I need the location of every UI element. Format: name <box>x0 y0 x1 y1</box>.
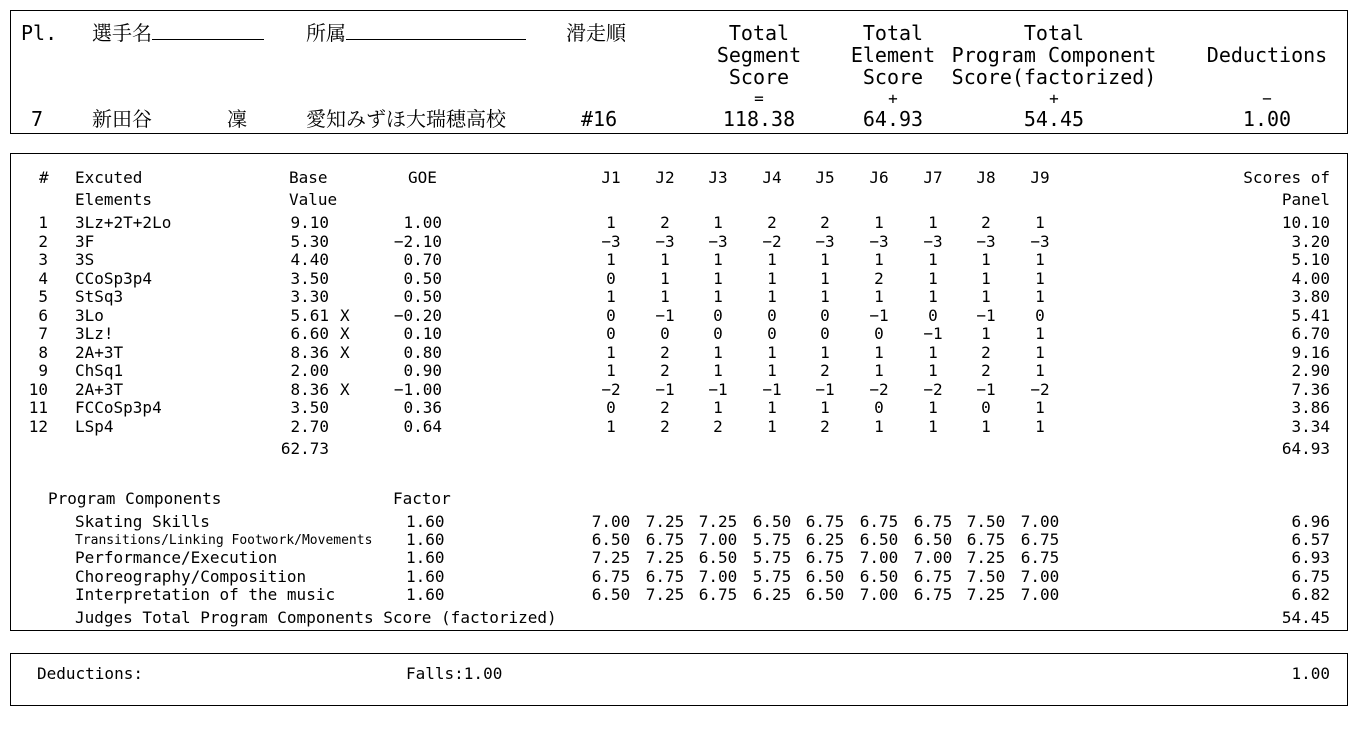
pcs-total-value: 54.45 <box>1281 608 1330 627</box>
component-judge-score: 7.25 <box>645 548 685 568</box>
element-base-value: 3.50 <box>290 268 329 288</box>
element-panel-score: 3.86 <box>1291 398 1330 417</box>
component-judge-score: 6.75 <box>645 530 685 550</box>
element-goe: 1.00 <box>403 213 442 232</box>
col-goe-header: GOE <box>408 168 437 187</box>
component-factor: 1.60 <box>406 530 445 550</box>
component-judge-score: 6.50 <box>805 584 845 604</box>
element-judge-score: 0 <box>820 324 830 343</box>
skater-family-name: 新田谷 <box>92 107 152 131</box>
element-judge-score: 1 <box>928 287 938 306</box>
component-judge-score: 6.75 <box>859 512 899 531</box>
component-judge-score: 7.25 <box>698 512 738 531</box>
element-number: 7 <box>38 324 48 343</box>
header-box <box>10 10 1348 134</box>
pcs-label-3: Score(factorized) <box>951 65 1157 89</box>
component-judge-score: 6.75 <box>805 548 845 568</box>
element-number: 9 <box>38 361 48 380</box>
judge-header: J9 <box>1030 168 1050 187</box>
element-judge-score: −3 <box>655 231 675 251</box>
element-judge-score: 1 <box>928 268 938 288</box>
element-judge-score: −3 <box>869 231 889 251</box>
element-judge-score: −3 <box>1030 231 1050 251</box>
component-judge-score: 7.25 <box>591 548 631 568</box>
component-judge-score: 5.75 <box>752 530 792 550</box>
element-judge-score: 1 <box>928 361 938 380</box>
element-number: 10 <box>28 379 48 399</box>
element-judge-score: 0 <box>767 324 777 343</box>
element-judge-score: −2 <box>869 379 889 399</box>
element-judge-score: 2 <box>874 268 884 288</box>
element-judge-score: 1 <box>928 250 938 269</box>
component-judge-score: 6.75 <box>805 512 845 531</box>
element-judge-score: 1 <box>874 361 884 380</box>
base-value-total: 62.73 <box>280 439 329 458</box>
element-judge-score: 2 <box>660 342 670 362</box>
element-judge-score: 1 <box>1035 416 1045 436</box>
component-judge-score: 7.25 <box>966 584 1006 604</box>
component-name: Skating Skills <box>75 512 210 531</box>
element-judge-score: 1 <box>1035 268 1045 288</box>
element-judge-score: 2 <box>981 213 991 232</box>
component-judge-score: 6.50 <box>859 530 899 550</box>
component-judge-score: 7.00 <box>698 566 738 586</box>
element-judge-score: −3 <box>815 231 835 251</box>
component-panel-score: 6.93 <box>1291 548 1330 568</box>
element-judge-score: 1 <box>713 213 723 232</box>
element-number: 2 <box>38 231 48 251</box>
element-judge-score: −1 <box>923 324 943 343</box>
judge-header: J1 <box>601 168 621 187</box>
deductions-box <box>10 653 1348 706</box>
component-judge-score: 6.25 <box>752 584 792 604</box>
element-judge-score: 1 <box>928 342 938 362</box>
element-panel-score: 9.16 <box>1291 342 1330 362</box>
component-judge-score: 6.75 <box>966 530 1006 550</box>
element-base-value: 8.36 <box>290 379 329 399</box>
element-judge-score: 2 <box>767 213 777 232</box>
judge-header: J2 <box>655 168 675 187</box>
element-bonus-mark: X <box>340 342 350 362</box>
element-goe: −0.20 <box>393 305 442 325</box>
element-judge-score: −2 <box>762 231 782 251</box>
element-goe: −2.10 <box>393 231 442 251</box>
element-base-value: 5.61 <box>290 305 329 325</box>
element-base-value: 3.50 <box>290 398 329 417</box>
element-judge-score: −1 <box>976 379 996 399</box>
element-judge-score: 1 <box>713 250 723 269</box>
element-judge-score: 1 <box>928 213 938 232</box>
club-label-text: 所属 <box>306 21 346 45</box>
element-judge-score: 2 <box>820 213 830 232</box>
col-executed-header: Excuted <box>75 168 143 187</box>
element-judge-score: 1 <box>767 342 777 362</box>
deductions-box-value: 1.00 <box>1291 664 1330 683</box>
judge-header: J8 <box>976 168 996 187</box>
order-label: 滑走順 <box>566 21 626 45</box>
element-goe: 0.70 <box>403 250 442 269</box>
component-judge-score: 6.75 <box>1020 548 1060 568</box>
component-judge-score: 6.50 <box>805 566 845 586</box>
element-judge-score: 0 <box>606 324 616 343</box>
component-judge-score: 7.50 <box>966 512 1006 531</box>
element-judge-score: 1 <box>606 250 616 269</box>
component-judge-score: 6.75 <box>1020 530 1060 550</box>
element-goe: 0.36 <box>403 398 442 417</box>
element-panel-score: 2.90 <box>1291 361 1330 380</box>
element-judge-score: 2 <box>660 398 670 417</box>
element-base-value: 8.36 <box>290 342 329 362</box>
program-components-heading: Program Components <box>48 489 222 508</box>
element-judge-score: 0 <box>981 398 991 417</box>
element-judge-score: 0 <box>874 324 884 343</box>
component-name: Interpretation of the music <box>75 584 336 604</box>
element-number: 12 <box>28 416 48 436</box>
element-judge-score: −1 <box>762 379 782 399</box>
element-judge-score: −1 <box>976 305 996 325</box>
element-judge-score: 1 <box>767 268 777 288</box>
component-factor: 1.60 <box>406 512 445 531</box>
element-number: 1 <box>38 213 48 232</box>
element-judge-score: 1 <box>660 287 670 306</box>
element-goe: 0.50 <box>403 287 442 306</box>
operator-equals: = <box>754 89 764 108</box>
element-judge-score: −1 <box>708 379 728 399</box>
component-judge-score: 7.00 <box>591 512 631 531</box>
element-panel-score: 3.34 <box>1291 416 1330 436</box>
element-judge-score: 1 <box>874 342 884 362</box>
judge-header: J6 <box>869 168 889 187</box>
element-judge-score: 1 <box>981 287 991 306</box>
component-judge-score: 6.50 <box>591 584 631 604</box>
element-name: StSq3 <box>75 287 124 306</box>
element-panel-score: 3.80 <box>1291 287 1330 306</box>
component-judge-score: 6.50 <box>591 530 631 550</box>
element-name: 3S <box>75 250 95 269</box>
element-judge-score: 1 <box>981 250 991 269</box>
element-bonus-mark: X <box>340 324 350 343</box>
element-goe: 0.10 <box>403 324 442 343</box>
component-judge-score: 7.25 <box>966 548 1006 568</box>
pcs-label-2: Program Component <box>951 43 1157 67</box>
component-name: Performance/Execution <box>75 548 278 568</box>
element-number: 3 <box>38 250 48 269</box>
element-name: 3Lz+2T+2Lo <box>75 213 172 232</box>
component-judge-score: 6.50 <box>698 548 738 568</box>
element-name: 2A+3T <box>75 342 124 362</box>
element-judge-score: 1 <box>606 287 616 306</box>
element-number: 4 <box>38 268 48 288</box>
element-judge-score: 1 <box>1035 250 1045 269</box>
scores-box <box>10 153 1348 631</box>
element-bonus-mark: X <box>340 305 350 325</box>
element-judge-score: −1 <box>655 379 675 399</box>
deductions-box-label: Deductions: <box>37 664 143 683</box>
element-judge-score: 1 <box>981 324 991 343</box>
elements-panel-total: 64.93 <box>1281 439 1330 458</box>
skater-given-name: 凜 <box>227 107 247 131</box>
element-base-value: 9.10 <box>290 213 329 232</box>
element-panel-score: 4.00 <box>1291 268 1330 288</box>
element-judge-score: −1 <box>815 379 835 399</box>
element-name: 3Lo <box>75 305 104 325</box>
component-factor: 1.60 <box>406 548 445 568</box>
club-value: 愛知みずほ大瑞穂高校 <box>306 107 506 131</box>
element-judge-score: 2 <box>660 213 670 232</box>
element-judge-score: 0 <box>874 398 884 417</box>
element-panel-score: 10.10 <box>1281 213 1330 232</box>
element-judge-score: 1 <box>820 342 830 362</box>
component-judge-score: 7.00 <box>913 548 953 568</box>
component-judge-score: 7.00 <box>698 530 738 550</box>
name-label-text: 選手名 <box>92 21 152 45</box>
component-judge-score: 6.75 <box>913 512 953 531</box>
element-goe: 0.80 <box>403 342 442 362</box>
element-judge-score: 1 <box>660 268 670 288</box>
element-base-value: 4.40 <box>290 250 329 269</box>
element-goe: 0.90 <box>403 361 442 380</box>
element-name: 3F <box>75 231 95 251</box>
club-label <box>306 23 526 43</box>
element-judge-score: 1 <box>820 287 830 306</box>
component-judge-score: 5.75 <box>752 548 792 568</box>
pcs-total-label: Judges Total Program Components Score (factorized) <box>75 608 557 627</box>
element-judge-score: 1 <box>606 361 616 380</box>
element-judge-score: 2 <box>660 361 670 380</box>
component-judge-score: 7.00 <box>1020 584 1060 604</box>
element-judge-score: 1 <box>874 416 884 436</box>
component-judge-score: 6.75 <box>591 566 631 586</box>
judge-header: J5 <box>815 168 835 187</box>
element-name: CCoSp3p4 <box>75 268 153 288</box>
element-judge-score: −2 <box>601 379 621 399</box>
element-number: 6 <box>38 305 48 325</box>
element-judge-score: 2 <box>820 416 830 436</box>
judge-header: J3 <box>708 168 728 187</box>
element-judge-score: 1 <box>660 250 670 269</box>
element-judge-score: 1 <box>1035 324 1045 343</box>
element-judge-score: 1 <box>981 416 991 436</box>
element-base-value: 2.70 <box>290 416 329 436</box>
element-judge-score: 1 <box>767 361 777 380</box>
element-judge-score: 1 <box>928 416 938 436</box>
component-judge-score: 7.50 <box>966 566 1006 586</box>
element-bonus-mark: X <box>340 379 350 399</box>
element-judge-score: −1 <box>655 305 675 325</box>
col-elements-header: Elements <box>75 190 153 209</box>
tss-value: 118.38 <box>722 107 796 131</box>
col-num-header: # <box>39 168 49 187</box>
element-judge-score: 2 <box>981 342 991 362</box>
tes-value: 64.93 <box>862 107 924 131</box>
deductions-value: 1.00 <box>1242 107 1292 131</box>
component-judge-score: 7.25 <box>645 512 685 531</box>
element-panel-score: 5.10 <box>1291 250 1330 269</box>
judge-header: J4 <box>762 168 782 187</box>
element-judge-score: 1 <box>713 268 723 288</box>
element-base-value: 6.60 <box>290 324 329 343</box>
element-judge-score: 2 <box>713 416 723 436</box>
element-base-value: 3.30 <box>290 287 329 306</box>
tes-label-3: Score <box>862 65 924 89</box>
element-judge-score: 1 <box>1035 361 1045 380</box>
element-judge-score: 0 <box>606 268 616 288</box>
component-judge-score: 7.25 <box>645 584 685 604</box>
element-base-value: 2.00 <box>290 361 329 380</box>
element-judge-score: −1 <box>869 305 889 325</box>
element-judge-score: 1 <box>767 250 777 269</box>
component-panel-score: 6.75 <box>1291 566 1330 586</box>
element-judge-score: 0 <box>767 305 777 325</box>
element-goe: 0.64 <box>403 416 442 436</box>
component-judge-score: 6.25 <box>805 530 845 550</box>
component-panel-score: 6.57 <box>1291 530 1330 550</box>
element-judge-score: 1 <box>874 213 884 232</box>
element-judge-score: 1 <box>606 342 616 362</box>
element-judge-score: 2 <box>820 361 830 380</box>
element-judge-score: −2 <box>923 379 943 399</box>
element-judge-score: 0 <box>713 305 723 325</box>
judge-header: J7 <box>923 168 943 187</box>
component-judge-score: 6.75 <box>645 566 685 586</box>
element-judge-score: 1 <box>981 268 991 288</box>
element-judge-score: 1 <box>874 250 884 269</box>
component-judge-score: 6.50 <box>752 512 792 531</box>
pcs-value: 54.45 <box>1023 107 1085 131</box>
element-judge-score: 1 <box>1035 398 1045 417</box>
element-number: 8 <box>38 342 48 362</box>
component-judge-score: 7.00 <box>1020 566 1060 586</box>
element-judge-score: 1 <box>713 342 723 362</box>
component-factor: 1.60 <box>406 566 445 586</box>
element-judge-score: 1 <box>713 287 723 306</box>
element-judge-score: 1 <box>1035 287 1045 306</box>
component-panel-score: 6.82 <box>1291 584 1330 604</box>
place-label: Pl. <box>21 21 58 45</box>
operator-plus-1: + <box>888 89 898 108</box>
col-base-header: Base <box>289 168 328 187</box>
order-value: #16 <box>581 107 618 131</box>
element-judge-score: 0 <box>820 305 830 325</box>
element-judge-score: 1 <box>767 287 777 306</box>
element-judge-score: 2 <box>981 361 991 380</box>
element-judge-score: 1 <box>1035 342 1045 362</box>
component-judge-score: 7.00 <box>859 548 899 568</box>
element-judge-score: 1 <box>713 361 723 380</box>
element-base-value: 5.30 <box>290 231 329 251</box>
element-judge-score: −3 <box>976 231 996 251</box>
component-factor: 1.60 <box>406 584 445 604</box>
element-goe: 0.50 <box>403 268 442 288</box>
element-judge-score: 1 <box>1035 213 1045 232</box>
component-name: Choreography/Composition <box>75 566 307 586</box>
pcs-label-1: Total <box>1023 21 1085 45</box>
element-judge-score: 1 <box>820 250 830 269</box>
element-judge-score: 1 <box>713 398 723 417</box>
element-name: ChSq1 <box>75 361 124 380</box>
element-name: LSp4 <box>75 416 114 436</box>
element-judge-score: 0 <box>1035 305 1045 325</box>
tss-label-3: Score <box>728 65 790 89</box>
component-judge-score: 7.00 <box>1020 512 1060 531</box>
falls-detail: Falls:1.00 <box>406 664 503 683</box>
element-panel-score: 7.36 <box>1291 379 1330 399</box>
element-name: 3Lz! <box>75 324 114 343</box>
element-panel-score: 6.70 <box>1291 324 1330 343</box>
operator-minus: − <box>1262 89 1272 108</box>
element-judge-score: −3 <box>923 231 943 251</box>
element-judge-score: 1 <box>820 398 830 417</box>
component-judge-score: 6.50 <box>859 566 899 586</box>
element-judge-score: 0 <box>928 305 938 325</box>
operator-plus-2: + <box>1049 89 1059 108</box>
element-goe: −1.00 <box>393 379 442 399</box>
element-judge-score: 1 <box>606 213 616 232</box>
component-judge-score: 6.75 <box>913 566 953 586</box>
element-judge-score: 0 <box>606 398 616 417</box>
element-judge-score: 1 <box>928 398 938 417</box>
component-judge-score: 5.75 <box>752 566 792 586</box>
tes-label-2: Element <box>850 43 936 67</box>
col-value-header: Value <box>289 190 338 209</box>
element-judge-score: 1 <box>767 398 777 417</box>
element-judge-score: 0 <box>660 324 670 343</box>
element-name: 2A+3T <box>75 379 124 399</box>
element-number: 5 <box>38 287 48 306</box>
element-number: 11 <box>28 398 48 417</box>
col-scores-of-header: Scores of <box>1243 168 1330 187</box>
tss-label-1: Total <box>728 21 790 45</box>
name-label <box>92 23 264 43</box>
element-panel-score: 5.41 <box>1291 305 1330 325</box>
element-judge-score: 1 <box>874 287 884 306</box>
element-judge-score: 0 <box>606 305 616 325</box>
factor-heading: Factor <box>393 489 451 508</box>
element-judge-score: −2 <box>1030 379 1050 399</box>
element-judge-score: 1 <box>767 416 777 436</box>
component-panel-score: 6.96 <box>1291 512 1330 531</box>
component-name: Transitions/Linking Footwork/Movements <box>75 533 373 549</box>
element-panel-score: 3.20 <box>1291 231 1330 251</box>
element-name: FCCoSp3p4 <box>75 398 162 417</box>
tss-label-2: Segment <box>716 43 802 67</box>
component-judge-score: 7.00 <box>859 584 899 604</box>
deductions-label: Deductions <box>1206 43 1328 67</box>
component-judge-score: 6.75 <box>698 584 738 604</box>
element-judge-score: 1 <box>820 268 830 288</box>
element-judge-score: −3 <box>601 231 621 251</box>
col-panel-header: Panel <box>1281 190 1330 209</box>
element-judge-score: 1 <box>606 416 616 436</box>
element-judge-score: 2 <box>660 416 670 436</box>
element-judge-score: −3 <box>708 231 728 251</box>
tes-label-1: Total <box>862 21 924 45</box>
place-value: 7 <box>31 107 44 131</box>
element-judge-score: 0 <box>713 324 723 343</box>
component-judge-score: 6.75 <box>913 584 953 604</box>
component-judge-score: 6.50 <box>913 530 953 550</box>
